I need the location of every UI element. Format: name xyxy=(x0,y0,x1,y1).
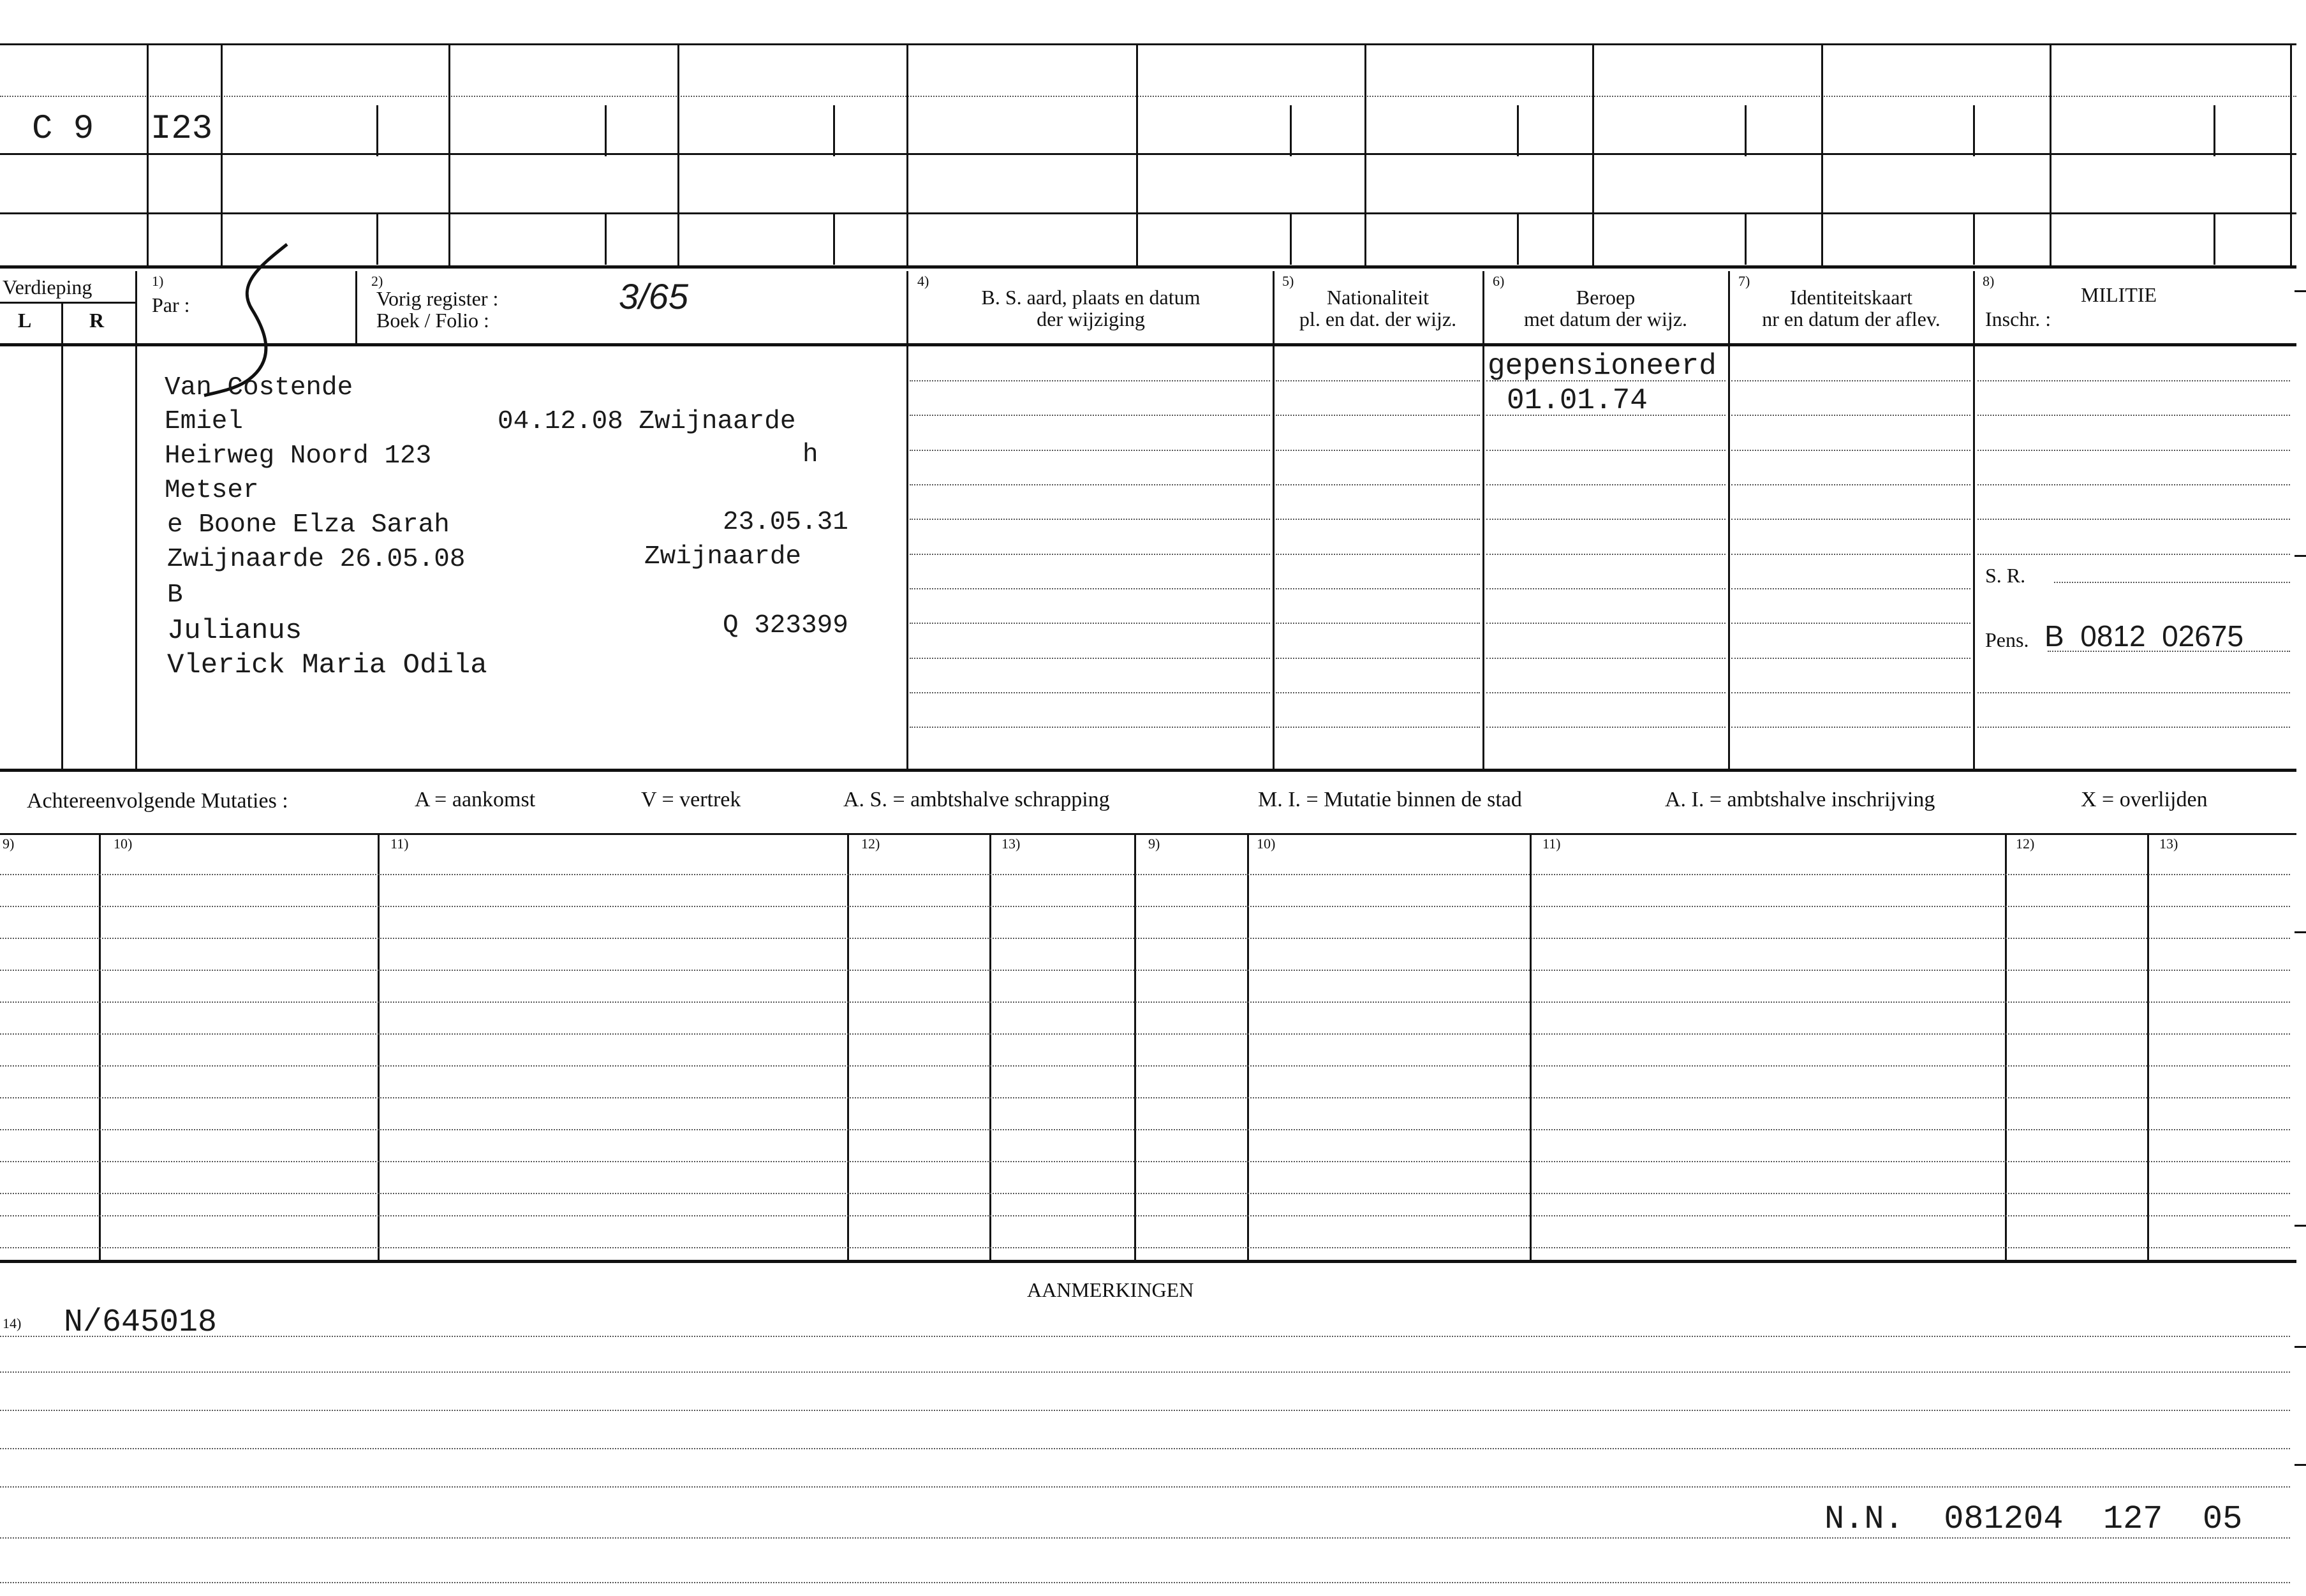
legend-title: Achtereenvolgende Mutaties : xyxy=(27,789,288,813)
beroep-number: 6) xyxy=(1493,273,1505,289)
mutation-col-12a: 12) xyxy=(861,836,880,852)
inschr-label: Inschr. : xyxy=(1985,307,2051,330)
legend-item-x: X = overlijden xyxy=(2081,788,2208,811)
person-spouse: e Boone Elza Sarah xyxy=(167,510,450,540)
person-birth: 04.12.08 Zwijnaarde xyxy=(498,407,796,436)
remarks-number: 14) xyxy=(3,1315,22,1331)
person-code: Q 323399 xyxy=(723,611,848,640)
sr-label: S. R. xyxy=(1985,564,2026,587)
beroep-line2: met datum der wijz. xyxy=(1524,307,1687,330)
vorig-value: 3/65 xyxy=(619,276,688,316)
bs-line1: B. S. aard, plaats en datum xyxy=(981,286,1201,309)
mutation-col-9b: 9) xyxy=(1148,836,1160,852)
boek-folio-label: Boek / Folio : xyxy=(376,309,489,332)
legend-item-mi: M. I. = Mutatie binnen de stad xyxy=(1258,788,1522,811)
mutation-col-11a: 11) xyxy=(390,836,409,852)
person-marriage: Zwijnaarde 26.05.08 xyxy=(167,545,466,574)
person-job: Metser xyxy=(165,476,259,505)
person-spouse-date: 23.05.31 xyxy=(723,508,848,537)
person-mother: Vlerick Maria Odila xyxy=(167,649,487,681)
mutation-col-9a: 9) xyxy=(3,836,15,852)
beroep-date: 01.01.74 xyxy=(1507,384,1648,417)
par-number: 1) xyxy=(152,273,164,289)
vorig-label: Vorig register : xyxy=(376,287,499,310)
remarks-value: N/645018 xyxy=(64,1304,218,1341)
person-address: Heirweg Noord 123 xyxy=(165,441,432,471)
nat-line1: Nationaliteit xyxy=(1327,286,1429,309)
remarks-title: AANMERKINGEN xyxy=(1027,1278,1194,1301)
verdieping-title: Verdieping xyxy=(3,276,92,299)
legend-item-a: A = aankomst xyxy=(415,788,536,811)
verdieping-r: R xyxy=(89,309,105,332)
militie-title: MILITIE xyxy=(2081,283,2157,306)
nat-number: 5) xyxy=(1282,273,1294,289)
par-label: Par : xyxy=(152,293,190,316)
verdieping-l: L xyxy=(18,309,32,332)
person-firstname: Emiel xyxy=(165,407,244,436)
mutation-col-13a: 13) xyxy=(1001,836,1021,852)
bs-line2: der wijziging xyxy=(1037,307,1145,330)
mutation-col-13b: 13) xyxy=(2159,836,2178,852)
pens-value: B 0812 02675 xyxy=(2044,619,2244,653)
person-marriage-place: Zwijnaarde xyxy=(644,542,802,572)
mutation-col-10a: 10) xyxy=(114,836,133,852)
militie-number: 8) xyxy=(1983,273,1995,289)
mutation-col-12b: 12) xyxy=(2016,836,2035,852)
id-line1: Identiteitskaart xyxy=(1790,286,1912,309)
nat-line2: pl. en dat. der wijz. xyxy=(1299,307,1457,330)
person-b: B xyxy=(167,580,183,610)
person-father: Julianus xyxy=(167,615,302,647)
id-number: 7) xyxy=(1738,273,1750,289)
mutation-col-10b: 10) xyxy=(1257,836,1276,852)
person-h: h xyxy=(802,440,818,469)
mutation-col-11b: 11) xyxy=(1542,836,1561,852)
legend-item-as: A. S. = ambtshalve schrapping xyxy=(843,788,1110,811)
person-name: Van Costende xyxy=(165,373,353,403)
top-code-left: C 9 xyxy=(32,110,94,149)
pens-label: Pens. xyxy=(1985,628,2029,651)
vorig-number: 2) xyxy=(371,273,383,289)
bs-number: 4) xyxy=(917,273,929,289)
beroep-line1: Beroep xyxy=(1576,286,1636,309)
remarks-nn: N.N. 081204 127 05 xyxy=(1824,1500,2243,1538)
top-code-right: I23 xyxy=(151,110,213,149)
id-line2: nr en datum der aflev. xyxy=(1762,307,1940,330)
legend-item-ai: A. I. = ambtshalve inschrijving xyxy=(1665,788,1935,811)
beroep-value: gepensioneerd xyxy=(1488,350,1717,383)
legend-item-v: V = vertrek xyxy=(641,788,741,811)
